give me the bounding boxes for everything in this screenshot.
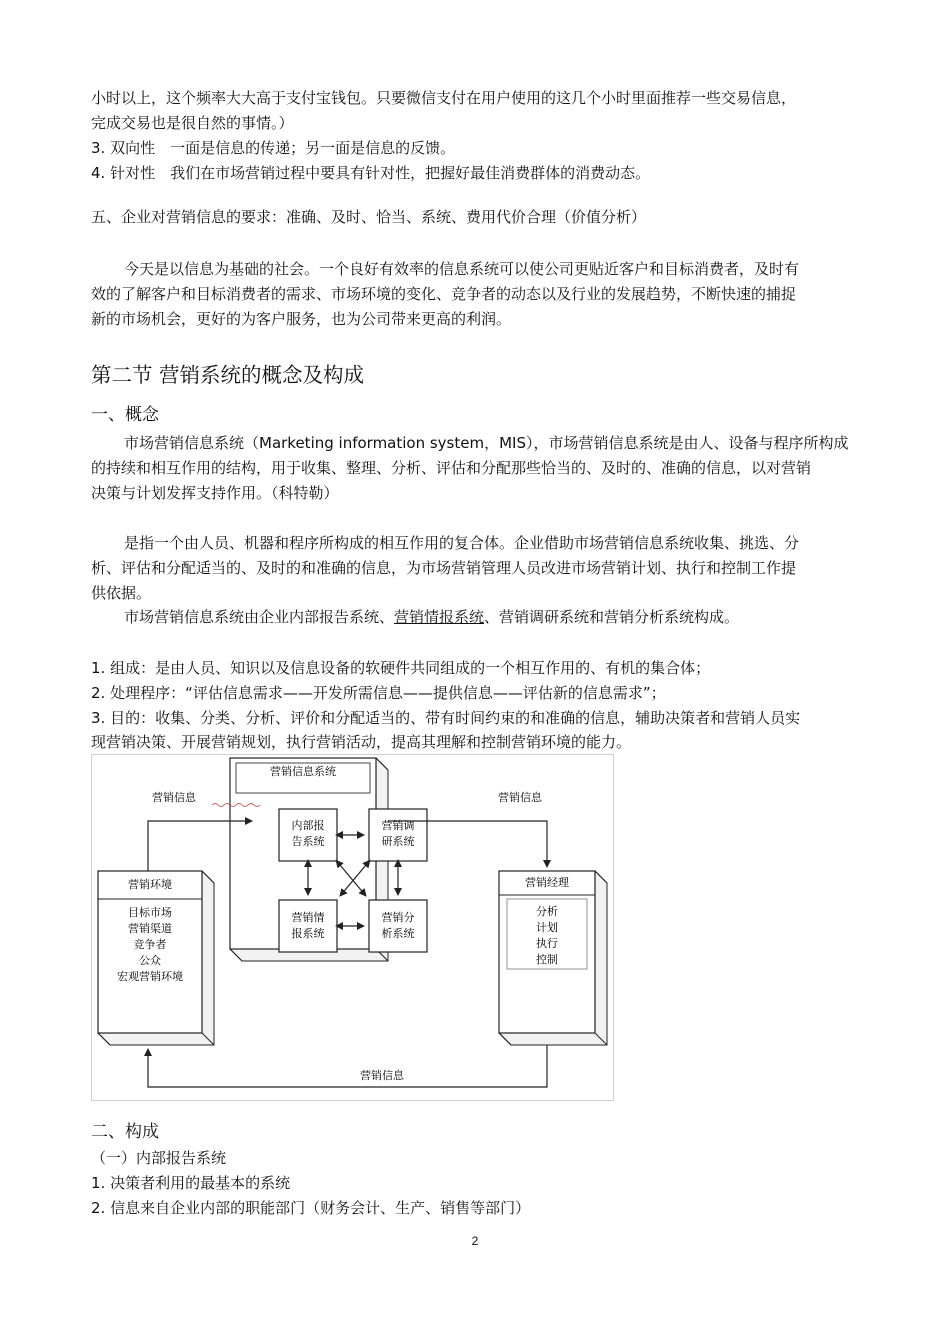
- box-label-line: 告系统: [291, 835, 325, 848]
- list-item: 2. 处理程序：“评估信息需求——开发所需信息——提供信息——评估新的信息需求”；: [91, 684, 666, 702]
- arrow-manager-to-env: [148, 1045, 547, 1087]
- environment-item: 营销渠道: [128, 922, 172, 935]
- box-internal-report: [279, 809, 337, 861]
- flow-label-bottom: 营销信息: [360, 1069, 404, 1082]
- paragraph-line: 决策与计划发挥支持作用。（科特勒）: [91, 484, 339, 502]
- environment-title: 营销环境: [128, 878, 172, 891]
- environment-box: [98, 871, 214, 1045]
- box-label-line: 营销调: [381, 819, 415, 832]
- manager-item: 控制: [536, 953, 558, 966]
- list-item: 2. 信息来自企业内部的职能部门（财务会计、生产、销售等部门）: [91, 1199, 531, 1217]
- manager-item: 执行: [536, 937, 558, 950]
- box-marketing-research: [369, 809, 427, 861]
- paragraph-line: 今天是以信息为基础的社会。一个良好有效率的信息系统可以使公司更贴近客户和目标消费者，及时有: [124, 260, 800, 278]
- manager-item: 分析: [536, 905, 558, 918]
- flow-label-left: 营销信息: [152, 791, 196, 804]
- paragraph-line: 的持续和相互作用的结构，用于收集、整理、分析、评估和分配那些恰当的、及时的、准确的信息，以对营销: [91, 459, 812, 477]
- heading-requirements: 五、企业对营销信息的要求：准确、及时、恰当、系统、费用代价合理（价值分析）: [91, 208, 647, 226]
- center-title: 营销信息系统: [270, 765, 336, 778]
- heading-concept: 一、概念: [91, 405, 159, 425]
- paragraph-line: 析、评估和分配适当的、及时的和准确的信息，为市场营销管理人员改进市场营销计划、执行和控制工作提: [91, 559, 797, 577]
- manager-box: [499, 871, 607, 1045]
- text-span: 市场营销信息系统由企业内部报告系统、: [124, 608, 395, 626]
- paragraph-line: 效的了解客户和目标消费者的需求、市场环境的变化、竞争者的动态以及行业的发展趋势，不断快速的捕捉: [91, 285, 797, 303]
- mis-diagram-svg: [92, 755, 613, 1100]
- manager-item: 计划: [536, 921, 558, 934]
- box-marketing-analysis: [369, 900, 427, 952]
- link-marketing-intelligence[interactable]: 营销情报系统: [394, 608, 485, 626]
- paragraph-line: 是指一个由人员、机器和程序所构成的相互作用的复合体。企业借助市场营销信息系统收集、挑选、分: [124, 534, 800, 552]
- box-marketing-intelligence: [279, 900, 337, 952]
- flow-label-right: 营销信息: [498, 791, 542, 804]
- environment-item: 目标市场: [128, 906, 172, 919]
- paragraph-line: 新的市场机会，更好的为客户服务，也为公司带来更高的利润。: [91, 310, 512, 328]
- subheading: （一）内部报告系统: [91, 1149, 227, 1167]
- list-item: 3. 目的：收集、分类、分析、评价和分配适当的、带有时间约束的和准确的信息，辅助决策者和营销人员实: [91, 709, 801, 727]
- environment-item: 宏观营销环境: [117, 970, 183, 983]
- page-number: 2: [471, 1234, 479, 1248]
- environment-item: 公众: [139, 954, 161, 967]
- box-label-line: 研系统: [381, 835, 415, 848]
- box-label-line: 报系统: [291, 927, 325, 940]
- paragraph-line: [124, 607, 739, 627]
- box-label-line: 析系统: [381, 927, 415, 940]
- environment-item: 竞争者: [133, 938, 167, 951]
- heading-structure: 二、构成: [91, 1122, 159, 1142]
- mis-diagram: [91, 754, 614, 1101]
- list-item: 1. 决策者利用的最基本的系统: [91, 1174, 291, 1192]
- list-item: 1. 组成：是由人员、知识以及信息设备的软硬件共同组成的一个相互作用的、有机的集合体；: [91, 659, 711, 677]
- paragraph-line: 市场营销信息系统（Marketing information system，MIS），市场营销信息系统是由人、设备与程序所构成: [124, 434, 849, 452]
- section-title: 第二节 营销系统的概念及构成: [91, 363, 365, 387]
- text-line: 完成交易也是很自然的事情。）: [91, 114, 294, 132]
- list-item: 4. 针对性 我们在市场营销过程中要具有针对性，把握好最佳消费群体的消费动态。: [91, 164, 651, 182]
- list-item: 现营销决策、开展营销规划，执行营销活动，提高其理解和控制营销环境的能力。: [91, 733, 632, 751]
- text-span: 、营销调研系统和营销分析系统构成。: [484, 608, 740, 626]
- box-label-line: 营销情: [291, 911, 325, 924]
- manager-title: 营销经理: [525, 876, 569, 889]
- paragraph-line: 供依据。: [91, 584, 152, 602]
- box-label-line: 营销分: [381, 911, 415, 924]
- box-label-line: 内部报: [291, 819, 325, 832]
- list-item: 3. 双向性 一面是信息的传递；另一面是信息的反馈。: [91, 139, 456, 157]
- text-line: 小时以上，这个频率大大高于支付宝钱包。只要微信支付在用户使用的这几个小时里面推荐一些交易信息，: [91, 89, 797, 107]
